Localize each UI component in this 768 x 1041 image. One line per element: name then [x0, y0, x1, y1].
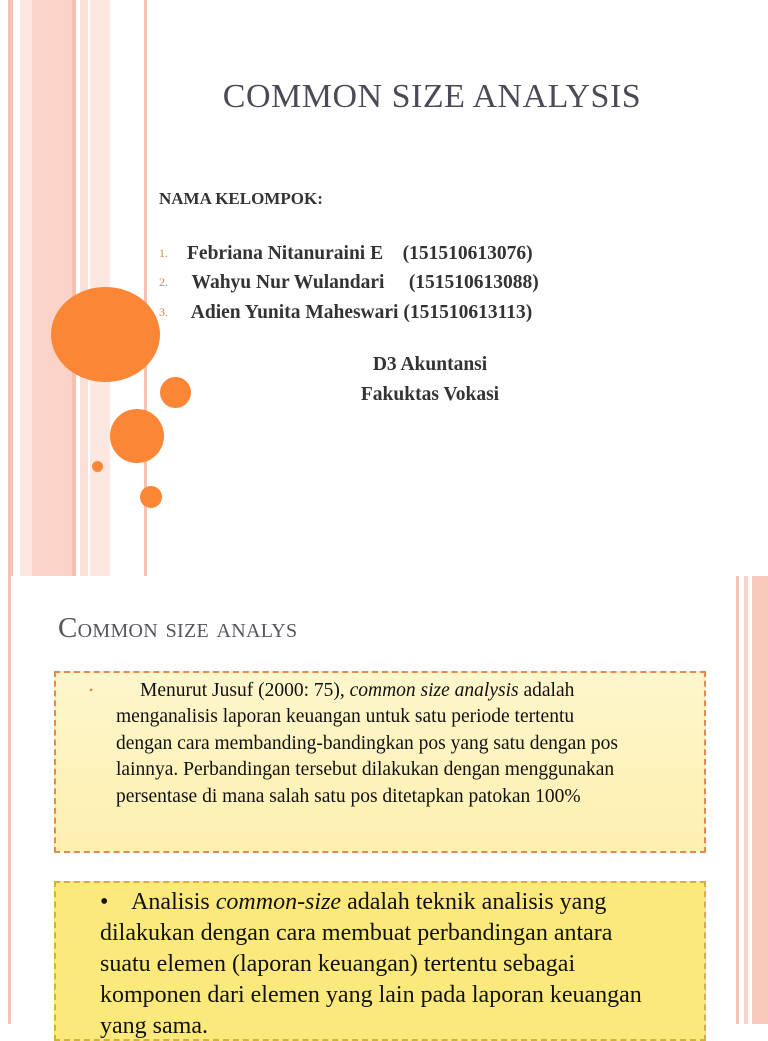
- text-line: menganalisis laporan keuangan untuk satu periode tertentu: [116, 706, 575, 727]
- member-item: [159, 302, 532, 324]
- text-segment: adalah teknik analisis yang: [341, 889, 607, 915]
- member-name: Wahyu Nur Wulandari (151510613088): [187, 272, 539, 293]
- slide-title-text: COMMON SIZE ANALYSIS: [222, 78, 642, 115]
- decorative-stripe: [72, 0, 76, 576]
- member-name: Febriana Nitanuraini E (151510613076): [187, 243, 533, 264]
- definition-box-jusuf: [54, 671, 706, 853]
- text-line: [100, 889, 606, 916]
- decorative-stripe: [8, 576, 11, 1024]
- definition-box-analysis: [54, 881, 706, 1041]
- decorative-stripe: [8, 0, 13, 576]
- text-line: dengan cara membanding-bandingkan pos yang satu dengan pos: [116, 733, 618, 754]
- text-line: suatu elemen (laporan keuangan) tertentu sebagai: [100, 951, 576, 977]
- text-line: komponen dari elemen yang lain pada laporan keuangan: [100, 982, 642, 1008]
- bullet: •: [89, 683, 94, 697]
- text-line: yang sama.: [100, 1013, 208, 1039]
- text-line: lainnya. Perbandingan tersebut dilakukan dengan menggunakan: [116, 759, 615, 780]
- text-segment: • Analisis: [100, 889, 216, 915]
- slide-definition: [0, 576, 768, 1039]
- decorative-stripe: [32, 0, 72, 576]
- member-name: Adien Yunita Maheswari (151510613113): [187, 302, 533, 323]
- text-line: persentase di mana salah satu pos ditetapkan patokan 100%: [116, 786, 581, 807]
- list-number: 3.: [159, 305, 168, 319]
- decorative-circle: [160, 377, 191, 408]
- decorative-stripe: [736, 576, 739, 1024]
- text-line: dilakukan dengan cara membuat perbandingan antara: [100, 920, 613, 946]
- decorative-circle: [110, 409, 164, 463]
- faculty-text: Fakuktas Vokasi: [360, 384, 500, 405]
- member-item: [159, 243, 533, 265]
- list-number: 2.: [159, 275, 168, 289]
- program-text: D3 Akuntansi: [372, 354, 488, 375]
- decorative-stripe: [20, 0, 32, 576]
- text-segment: Menurut Jusuf (2000: 75),: [140, 680, 350, 701]
- italic-term: common-size: [215, 889, 342, 915]
- group-label: NAMA KELOMPOK:: [159, 189, 323, 208]
- slide-heading: Common size analys: [58, 612, 298, 644]
- text-segment: adalah: [518, 680, 575, 701]
- list-number: 1.: [159, 246, 168, 260]
- decorative-stripe: [80, 0, 88, 576]
- decorative-circle: [92, 461, 103, 472]
- decorative-circle: [140, 486, 162, 508]
- decorative-circle: [51, 287, 160, 382]
- decorative-stripe: [752, 576, 768, 1024]
- italic-term: common size analysis: [349, 680, 519, 701]
- member-item: [159, 272, 539, 294]
- decorative-stripe: [744, 576, 748, 1024]
- text-line: [140, 680, 574, 702]
